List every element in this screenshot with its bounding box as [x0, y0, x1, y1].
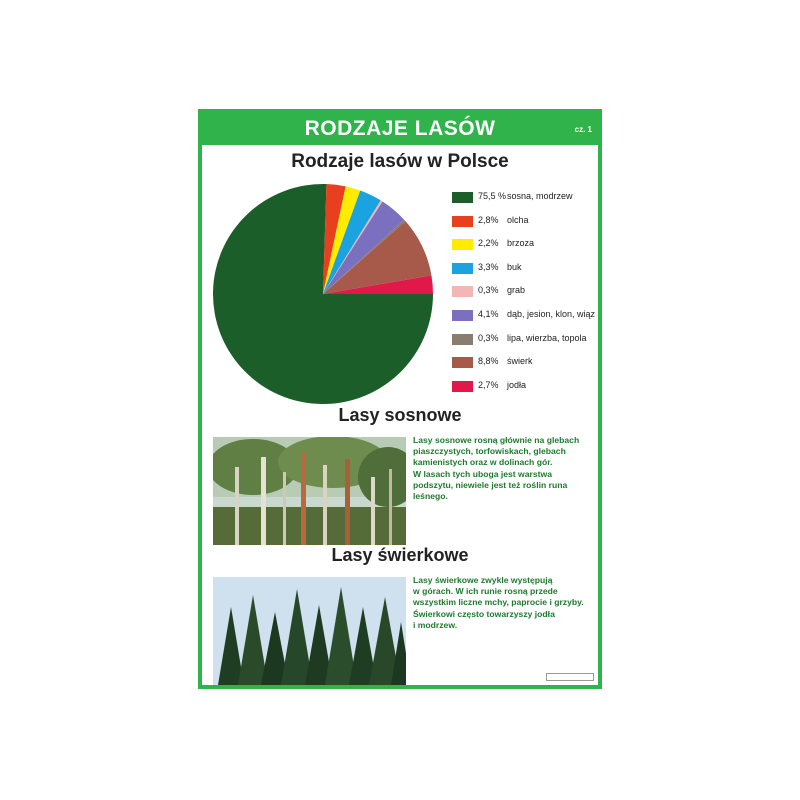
section-title-pine: Lasy sosnowe	[338, 405, 462, 425]
legend-percent: 3,3%	[478, 261, 499, 272]
legend-label: grab	[507, 285, 526, 296]
publisher-logo	[546, 673, 594, 681]
legend-percent: 2,8%	[478, 214, 499, 225]
legend-swatch	[452, 192, 473, 203]
legend-swatch	[452, 381, 473, 392]
legend-swatch	[452, 310, 473, 321]
legend-label: świerk	[507, 356, 533, 367]
pie-chart	[212, 183, 434, 405]
legend-label: dąb, jesion, klon, wiąz	[507, 309, 596, 319]
poster-title: RODZAJE LASÓW	[304, 117, 496, 140]
legend-label: jodła	[507, 379, 527, 390]
legend-percent: 75,5 %	[478, 191, 507, 201]
pine-forest-description: Lasy sosnowe rosną głównie na glebach piaszczystych, torfowiskach, glebach kamienistych oraz w dolinach gór. W lasach tych uboga jest warstwa podszytu, niewiele jest też roślin runa leśnego.	[413, 435, 580, 502]
legend-label: buk	[507, 261, 522, 272]
legend-label: olcha	[507, 214, 529, 225]
legend-label: brzoza	[507, 238, 535, 249]
legend-percent: 2,7%	[478, 379, 499, 390]
part-label: cz. 1	[574, 125, 592, 134]
chart-title: Rodzaje lasów w Polsce	[291, 151, 509, 172]
legend-swatch	[452, 357, 473, 368]
poster	[198, 109, 602, 689]
section-title-spruce: Lasy świerkowe	[331, 545, 469, 565]
spruce-forest-description: Lasy świerkowe zwykle występują w górach. W ich runie rosną przede wszystkim liczne mchy, paprocie i grzyby. Świerkowi często towarzyszy jodła i modrzew.	[413, 575, 584, 630]
legend-swatch	[452, 334, 473, 345]
spruce-forest-photo	[213, 577, 406, 685]
legend-percent: 2,2%	[478, 238, 499, 249]
legend-swatch	[452, 239, 473, 250]
legend-percent: 8,8%	[478, 356, 499, 367]
title-banner	[202, 113, 598, 145]
legend-swatch	[452, 286, 473, 297]
legend-label: sosna, modrzew	[507, 191, 573, 201]
legend-percent: 4,1%	[478, 309, 499, 319]
legend-percent: 0,3%	[478, 332, 499, 343]
legend-swatch	[452, 216, 473, 227]
pine-forest-photo	[213, 437, 406, 545]
legend-swatch	[452, 263, 473, 274]
legend-percent: 0,3%	[478, 285, 499, 296]
legend-label: lipa, wierzba, topola	[507, 332, 587, 343]
